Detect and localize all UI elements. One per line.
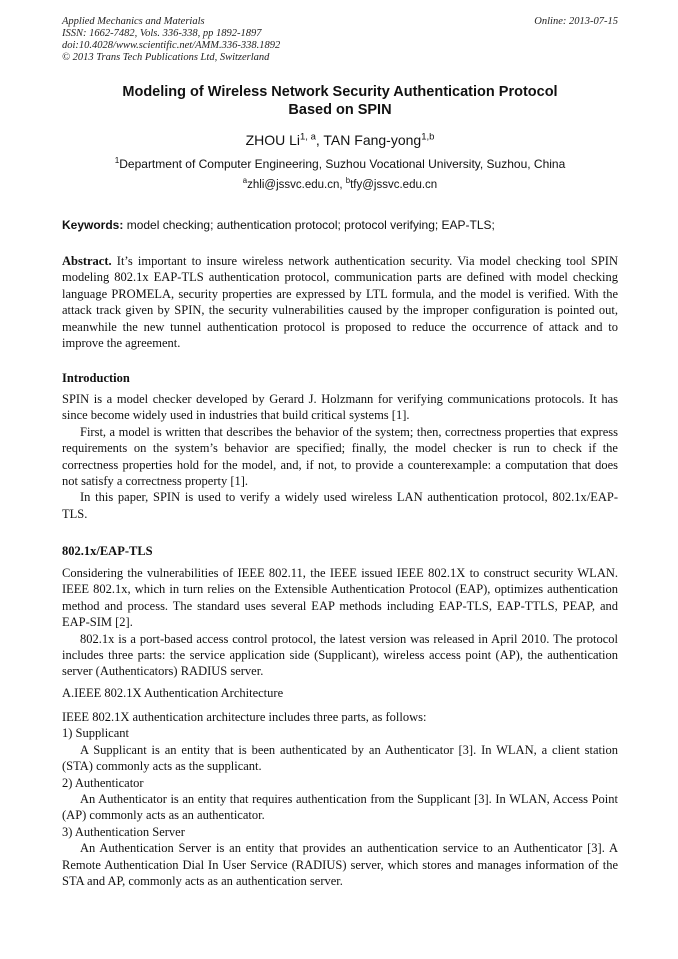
author-name: TAN Fang-yong [323, 132, 422, 148]
title-line-1: Modeling of Wireless Network Security Authentication Protocol [122, 84, 558, 100]
author-emails [62, 177, 618, 193]
paragraph: SPIN is a model checker developed by Gerard J. Holzmann for verifying communications protocols. It has since become widely used in industries that build critical systems [1]. [62, 392, 618, 423]
list-item-text: A Supplicant is an entity that is been authenticated by an Authenticator [3]. In WLAN, a client station (STA) commonly acts as the supplicant. [62, 742, 618, 774]
paragraph: In this paper, SPIN is used to verify a widely used wireless LAN authentication protocol, 802.1x/EAP-TLS. [62, 490, 618, 521]
author-name: ZHOU Li [245, 132, 301, 148]
paragraph: IEEE 802.1X authentication architecture includes three parts, as follows: [62, 710, 427, 724]
abstract [62, 253, 618, 351]
section-heading: 802.1x/EAP-TLS [62, 544, 153, 558]
section-body [62, 565, 618, 680]
abstract-label: Abstract. [62, 254, 112, 268]
subsection [62, 685, 618, 701]
paragraph: Considering the vulnerabilities of IEEE 802.11, the IEEE issued IEEE 802.1X to construct security WLAN. IEEE 802.1x, which in turn relies on the Extensible Authentication Protocol (EAP), optimizes authentication method and process. The standard uses several EAP methods including EAP-TLS, EAP-TTLS, PEAP, and EAP-SIM [2]. [62, 566, 618, 630]
section-heading: Introduction [62, 371, 130, 385]
title-line-2: Based on SPIN [288, 102, 392, 118]
keywords-label: Keywords: [62, 218, 124, 232]
email-address: zhli@jssvc.edu.cn, [247, 179, 346, 191]
keywords-text: model checking; authentication protocol; protocol verifying; EAP-TLS; [123, 218, 495, 232]
subsection-heading: A.IEEE 802.1X Authentication Architecture [62, 686, 284, 700]
journal-name: Applied Mechanics and Materials [62, 16, 205, 27]
paper-title [62, 83, 618, 119]
online-date: Online: 2013-07-15 [534, 16, 618, 27]
author-superscript: 1, a [300, 131, 316, 143]
paragraph: 802.1x is a port-based access control protocol, the latest version was released in April 2010. The protocol includes three parts: the service application side (Supplicant), wireless access point (AP), the authentication server (Authenticators) RADIUS server. [62, 631, 618, 679]
copyright-line: © 2013 Trans Tech Publications Ltd, Switzerland [62, 52, 270, 63]
list-item-text: An Authentication Server is an entity that provides an authentication service to an Authenticator [3]. A Remote Authentication Dial In User Service (RADIUS) server, which stores and manages information of the STA and AP, commonly acts as an authentication server. [62, 841, 618, 889]
author-separator: , [315, 132, 324, 148]
author-list [62, 131, 618, 149]
keywords [62, 217, 618, 233]
subsection-body [62, 709, 618, 889]
issn-line: ISSN: 1662-7482, Vols. 336-338, pp 1892-1897 [62, 28, 262, 39]
email-address: tfy@jssvc.edu.cn [350, 179, 438, 191]
journal-header [62, 16, 618, 64]
paragraph: First, a model is written that describes the behavior of the system; then, correctness properties that express requirements on the system’s behavior are specified; finally, the model checker is run to check if the correctness properties hold for the model, and, if not, to provide a counterexample: a computation that does not satisfy a correctness property [1]. [62, 424, 618, 489]
list-item-title: 3) Authentication Server [62, 824, 185, 839]
affiliation-text: Department of Computer Engineering, Suzhou Vocational University, Suzhou, China [119, 157, 566, 171]
email-superscript: a [242, 176, 248, 186]
email-superscript: b [345, 176, 351, 186]
list-item-title: 1) Supplicant [62, 726, 130, 741]
affiliation-superscript: 1 [114, 156, 120, 165]
introduction-body [62, 391, 618, 522]
list-item-text: An Authenticator is an entity that requires authentication from the Supplicant [3]. In WLAN, Access Point (AP) commonly acts as an authenticator. [62, 792, 618, 823]
author-superscript: 1,b [421, 131, 435, 143]
list-item-title: 2) Authenticator [62, 775, 144, 790]
doi-line: doi:10.4028/www.scientific.net/AMM.336-338.1892 [62, 40, 281, 51]
abstract-text: It’s important to insure wireless network authentication security. Via model checking tool SPIN modeling 802.1x EAP-TLS authentication protocol, communication parts are defined with model checking language PROMELA, security properties are expressed by LTL formula, and the model is verified. With the attack track given by SPIN, the security vulnerabilities caused by the improper configuration is pointed out, meanwhile the new tunnel authentication protocol is proposed to reduce the occurrence of attack and to improve the agreement. [62, 254, 618, 351]
affiliation [62, 156, 618, 172]
